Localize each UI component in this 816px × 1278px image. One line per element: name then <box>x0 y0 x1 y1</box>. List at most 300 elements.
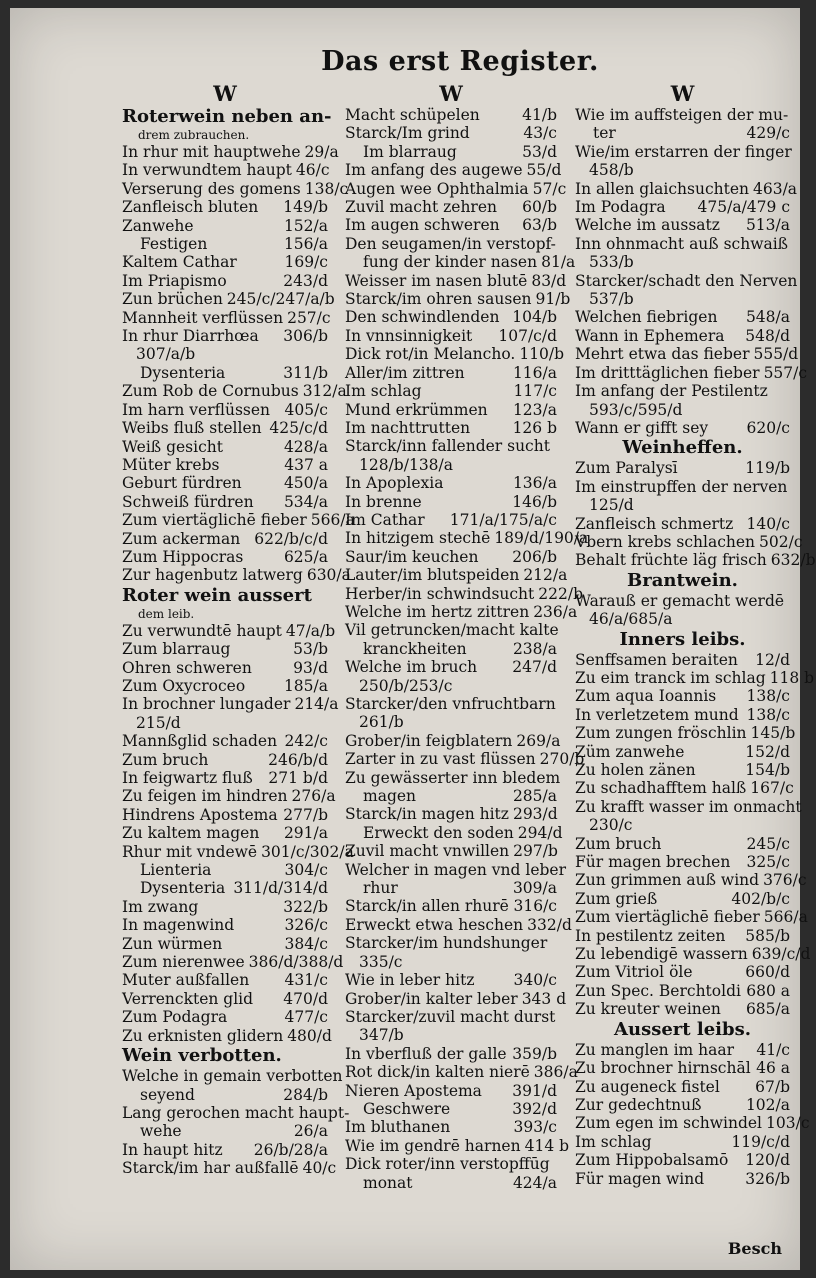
entry-text: Zum Vitriol öle <box>575 963 693 982</box>
register-page <box>10 8 816 1270</box>
index-entry <box>122 769 328 787</box>
entry-text: Zu kaltem magen <box>122 824 260 843</box>
entry-page-ref: 502/c <box>759 532 803 551</box>
entry-page-ref <box>788 235 792 253</box>
index-entry <box>575 1041 790 1059</box>
index-entry <box>122 419 328 437</box>
index-entry <box>345 1155 557 1173</box>
index-entry <box>122 677 328 695</box>
entry-page-ref: 480/d <box>287 1026 332 1045</box>
entry-page-ref: 392/d <box>512 1099 557 1118</box>
entry-text: Zu brochner hirnschāl <box>575 1059 751 1078</box>
entry-page-ref: 386/d/388/d <box>248 953 344 972</box>
entry-text: In brochner lungader <box>122 695 291 714</box>
entry-page-ref: 306/b <box>283 327 328 346</box>
entry-page-ref: 154/b <box>745 761 790 779</box>
entry-page-ref: 104/b <box>512 308 557 327</box>
index-entry <box>122 695 339 714</box>
entry-text: In brenne <box>345 492 422 511</box>
entry-text: Zu manglen im haar <box>575 1040 735 1059</box>
entry-page-ref: 236/a <box>533 602 578 621</box>
index-entry <box>575 871 807 890</box>
entry-text: Den seugamen/in verstopf- <box>345 234 556 253</box>
entry-text: Welche im bruch <box>345 658 478 677</box>
entry-text: Starck/im har außfallē <box>122 1159 299 1178</box>
entry-text: Starcker/im hundshunger <box>345 934 548 953</box>
index-entry <box>575 651 790 669</box>
section-letter: W <box>439 81 463 106</box>
entry-text: Für magen wind <box>575 1169 705 1188</box>
index-entry <box>345 401 557 419</box>
entry-page-ref: 566/a <box>763 908 808 927</box>
entry-page-ref: 107/c/d <box>498 326 557 345</box>
entry-page-ref: 152/a <box>283 216 328 235</box>
index-entry <box>575 551 816 570</box>
index-entry <box>345 658 557 676</box>
entry-text: Starck/inn fallender sucht <box>345 437 550 456</box>
entry-continuation: 347/b <box>359 1026 404 1045</box>
entry-text: Erweckt den soden <box>363 823 514 842</box>
entry-text: Geburt fürdren <box>122 474 242 493</box>
index-entry <box>575 124 790 142</box>
index-entry <box>345 1174 557 1192</box>
entry-page-ref: 557/c <box>763 363 808 382</box>
entry-page-ref: 431/c <box>284 971 328 990</box>
entry-page-ref: 117/c <box>513 382 557 401</box>
entry-page-ref: 40/c <box>302 1159 337 1178</box>
index-entry <box>345 529 589 548</box>
entry-page-ref <box>792 143 796 161</box>
entry-text: Zu erknisten glidern <box>122 1026 284 1045</box>
index-entry <box>345 915 572 934</box>
index-entry <box>345 621 557 639</box>
entry-page-ref <box>553 934 557 952</box>
index-entry <box>575 908 808 927</box>
index-entry <box>345 1100 557 1118</box>
index-entry <box>575 724 796 743</box>
entry-text: Vbern krebs schlachen <box>575 532 756 551</box>
entry-text: In haupt hitz <box>122 1140 223 1159</box>
entry-text: Behalt früchte läg frisch <box>575 551 767 570</box>
index-entry <box>122 898 328 916</box>
catchword: Besch <box>727 1239 782 1258</box>
entry-page-ref: 340/c <box>513 971 557 990</box>
index-entry <box>345 566 568 585</box>
entry-page-ref: 29/a <box>304 143 339 161</box>
index-column-2 <box>345 81 589 1192</box>
entry-text: Starck/im ohren sausen <box>345 290 532 309</box>
entry-text: Dick rot/in Melancho. <box>345 345 516 364</box>
index-entry <box>122 990 328 1008</box>
index-entry <box>575 706 790 724</box>
entry-page-ref: 425/c/d <box>269 419 328 438</box>
entry-page-ref <box>788 106 792 124</box>
section-heading: Brantwein. <box>627 569 738 591</box>
entry-text: Verrenckten glid <box>122 989 254 1008</box>
entry-text: Zu krafft wasser im onmacht <box>575 797 802 816</box>
index-entry <box>345 382 557 400</box>
entry-page-ref: 405/c <box>284 400 328 419</box>
entry-page-ref: 376/c <box>763 871 807 890</box>
entry-page-ref: 311/d/314/d <box>233 879 328 898</box>
index-entry <box>345 1118 557 1136</box>
index-entry <box>122 235 328 253</box>
entry-text: Dysenteria <box>140 363 226 382</box>
entry-text: Augen wee Ophthalmia <box>345 179 529 198</box>
entry-text: Zum bruch <box>575 834 662 853</box>
entry-text: Mehrt etwa das fieber <box>575 345 750 364</box>
entry-text: Im Cathar <box>345 510 425 529</box>
entry-text: In verletzetem mund <box>575 705 739 724</box>
entry-text: Im einstrupffen der nerven <box>575 477 788 496</box>
entry-page-ref <box>787 478 791 496</box>
entry-text: Im harn verflüssen <box>122 400 271 419</box>
entry-text: Zum Rob de Cornubus <box>122 382 299 401</box>
entry-text: Im blarraug <box>363 142 457 161</box>
entry-text: Im schlag <box>575 1132 652 1151</box>
index-entry <box>122 548 328 566</box>
entry-text: Zum aqua Ioannis <box>575 687 717 706</box>
index-entry <box>575 743 790 761</box>
section-letter: W <box>670 81 695 106</box>
entry-page-ref: 145/b <box>750 724 796 743</box>
entry-text: Im bluthanen <box>345 1118 451 1137</box>
index-entry <box>345 768 561 787</box>
index-entry <box>345 308 557 326</box>
entry-text: Senffsamen beraiten <box>575 650 738 669</box>
index-entry <box>345 143 557 161</box>
index-entry <box>122 364 328 382</box>
entry-text: Zuvil macht zehren <box>345 198 497 217</box>
entry-page-ref <box>786 382 790 400</box>
entry-text: In allen glaichsuchten <box>575 179 749 198</box>
index-entry <box>575 308 790 326</box>
entry-text: Im nachttrutten <box>345 418 471 437</box>
entry-continuation: 533/b <box>589 253 634 272</box>
entry-text: Zum ackerman <box>122 529 241 548</box>
entry-page-ref: 116/a <box>512 363 557 382</box>
entry-page-ref: 424/a <box>512 1173 557 1192</box>
index-entry <box>122 530 328 548</box>
index-entry <box>575 345 799 364</box>
entry-page-ref: 246/b/d <box>268 750 328 769</box>
index-entry <box>575 797 802 816</box>
entry-text: Wie im gendrē harnen <box>345 1136 521 1155</box>
entry-text: seyend <box>140 1085 195 1104</box>
index-entry <box>575 1133 790 1151</box>
entry-text: Im Priapismo <box>122 271 227 290</box>
index-entry <box>345 1082 557 1100</box>
entry-text: Lang gerochen macht haupt- <box>122 1103 350 1122</box>
entry-text: Zum blarraug <box>122 640 231 659</box>
index-entry <box>575 835 790 853</box>
entry-text: Aller/im zittren <box>345 363 465 382</box>
entry-text: Zum Podagra <box>122 1008 228 1027</box>
index-entry <box>575 927 790 945</box>
entry-text: Starcker/zuvil macht durst <box>345 1007 556 1026</box>
index-entry <box>122 935 328 953</box>
entry-page-ref: 102/a <box>745 1095 790 1114</box>
entry-page-ref: 110/b <box>519 345 565 364</box>
entry-page-ref: 428/a <box>283 437 328 456</box>
entry-page-ref: 185/a <box>283 676 328 695</box>
entry-continuation: 125/d <box>589 496 634 515</box>
index-entry <box>575 668 815 687</box>
index-entry <box>122 290 335 309</box>
entry-text: Verserung des gomens <box>122 179 301 198</box>
section-subheading: drem zubrauchen. <box>138 128 250 142</box>
index-entry <box>122 1067 343 1086</box>
entry-page-ref: 685/a <box>745 1000 790 1019</box>
entry-page-ref: 171/a/175/a/c <box>449 510 557 529</box>
entry-text: In rhur mit hauptwehe <box>122 143 301 161</box>
index-entry <box>575 592 790 610</box>
entry-page-ref: 43/c <box>523 124 557 143</box>
entry-page-ref: 119/b <box>745 459 790 478</box>
entry-page-ref: 632/b <box>770 551 816 570</box>
entry-text: Zu schadhafftem halß <box>575 779 747 798</box>
entry-text: Zum bruch <box>122 750 209 769</box>
index-entry <box>345 750 585 769</box>
entry-text: In Apoplexia <box>345 474 444 493</box>
entry-text: Zum egen im schwindel <box>575 1114 763 1133</box>
entry-page-ref <box>802 798 806 816</box>
entry-page-ref: 393/c <box>513 1118 557 1137</box>
index-entry <box>345 548 557 566</box>
entry-text: Welchen fiebrigen <box>575 308 718 327</box>
entry-page-ref: 238/a <box>512 639 557 658</box>
entry-text: fung der kinder nasen <box>363 253 538 272</box>
section-subheading: dem leib. <box>138 606 195 621</box>
entry-text: Züm zanwehe <box>575 742 685 761</box>
entry-page-ref: 118 b <box>769 668 815 687</box>
index-entry <box>575 890 790 908</box>
entry-text: Geschwere <box>363 1099 451 1118</box>
index-entry <box>575 1059 790 1077</box>
entry-page-ref: 103/c <box>766 1114 810 1133</box>
entry-text: Welcher in magen vnd leber <box>345 860 567 879</box>
entry-page-ref: 585/b <box>745 926 790 945</box>
entry-page-ref: 343 d <box>521 989 567 1008</box>
entry-text: Zun grimmen auß wind <box>575 871 760 890</box>
index-entry <box>122 879 328 897</box>
entry-page-ref: 212/a <box>523 566 568 585</box>
entry-page-ref: 450/a <box>283 474 328 493</box>
entry-page-ref <box>553 1155 557 1173</box>
entry-text: Zum viertäglichē fieber <box>575 908 760 927</box>
entry-text: Wie in leber hitz <box>345 971 475 990</box>
entry-page-ref: 470/d <box>283 989 328 1008</box>
entry-page-ref: 67/b <box>755 1077 790 1096</box>
entry-page-ref: 41/b <box>522 106 557 124</box>
entry-page-ref: 414 b <box>524 1136 570 1155</box>
entry-continuation: 46/a/685/a <box>589 610 673 629</box>
entry-text: Zur hagenbutz latwerg <box>122 566 303 585</box>
entry-text: Zuvil macht vnwillen <box>345 842 510 861</box>
index-entry <box>575 853 790 871</box>
entry-text: Im zwang <box>122 897 199 916</box>
entry-page-ref: 620/c <box>746 418 790 437</box>
entry-text: Zum Hippobalsamō <box>575 1151 729 1170</box>
entry-page-ref: 206/b <box>512 547 557 566</box>
index-entry <box>575 779 794 798</box>
entry-page-ref <box>553 437 557 455</box>
entry-text: In vnnsinnigkeit <box>345 326 473 345</box>
entry-text: Grober/in feigblatern <box>345 731 513 750</box>
entry-continuation: 128/b/138/a <box>359 455 453 474</box>
entry-page-ref <box>560 769 564 787</box>
index-entry <box>345 345 565 364</box>
index-entry <box>575 459 790 477</box>
index-column-3 <box>575 81 816 1188</box>
section-heading: Roter wein aussert <box>122 584 312 606</box>
entry-text: Dysenteria <box>140 879 226 898</box>
entry-page-ref: 294/d <box>517 823 563 842</box>
entry-text: Zun würmen <box>122 934 223 953</box>
entry-text: Weiß gesicht <box>122 437 223 456</box>
entry-text: Dick roter/inn verstopffūg <box>345 1155 550 1174</box>
index-entry <box>122 456 328 474</box>
index-entry <box>122 161 328 179</box>
index-entry <box>122 198 328 216</box>
index-entry <box>122 659 328 677</box>
entry-text: Weisser im nasen blutē <box>345 271 528 290</box>
entry-text: kranckheiten <box>363 639 467 658</box>
index-entry <box>575 235 790 253</box>
index-column-1 <box>122 81 355 1178</box>
entry-page-ref: 26/b/28/a <box>253 1140 328 1159</box>
entry-text: Zur gedechtnuß <box>575 1095 702 1114</box>
index-entry <box>345 327 557 345</box>
index-entry <box>122 1159 337 1178</box>
entry-text: Starck/in allen rhurē <box>345 897 509 916</box>
entry-text: Im Podagra <box>575 198 666 217</box>
entry-text: Starcker/den vnfruchtbarn <box>345 695 556 713</box>
index-entry <box>345 823 563 842</box>
index-entry <box>345 1063 578 1082</box>
index-entry <box>345 179 567 198</box>
index-entry <box>345 290 571 309</box>
entry-page-ref: 247/d <box>512 658 557 677</box>
entry-text: Wie/im erstarren der finger <box>575 142 792 161</box>
entry-page-ref: 46 a <box>756 1059 790 1078</box>
index-entry <box>575 1078 790 1096</box>
entry-page-ref: 322/b <box>283 897 328 916</box>
index-entry <box>122 401 328 419</box>
index-entry <box>575 1170 790 1188</box>
index-entry <box>345 271 567 290</box>
index-entry <box>575 198 790 216</box>
index-entry <box>575 1000 790 1018</box>
entry-text: Zun brüchen <box>122 290 223 309</box>
entry-page-ref: 391/d <box>512 1081 557 1100</box>
entry-text: Zanwehe <box>122 216 194 235</box>
index-entry <box>345 695 557 713</box>
index-entry <box>345 198 557 216</box>
index-entry <box>122 511 355 530</box>
entry-page-ref: 167/c <box>750 779 794 798</box>
entry-page-ref: 332/d <box>527 915 572 934</box>
index-entry <box>345 584 584 603</box>
entry-text: Im anfang der Pestilentz <box>575 382 768 401</box>
entry-page-ref <box>786 592 790 610</box>
index-entry <box>122 806 328 824</box>
entry-page-ref <box>556 695 560 713</box>
index-entry <box>122 382 347 401</box>
entry-continuation: 458/b <box>589 161 634 180</box>
entry-page-ref: 257/c <box>287 308 331 327</box>
entry-text: Zu augeneck fistel <box>575 1077 720 1096</box>
entry-page-ref: 138/c <box>746 687 790 706</box>
index-entry <box>345 934 557 952</box>
entry-page-ref: 245/c/247/a/b <box>226 290 335 309</box>
entry-page-ref: 123/a <box>512 400 557 419</box>
entry-page-ref: 293/d <box>512 805 558 824</box>
entry-continuation: 307/a/b <box>136 345 196 364</box>
entry-continuation: 335/c <box>359 952 403 971</box>
entry-page-ref: 316/c <box>513 897 557 916</box>
entry-page-ref: 138/c <box>304 179 349 198</box>
entry-page-ref: 46/c <box>295 161 330 180</box>
entry-page-ref: 214/a <box>294 695 339 714</box>
index-entry <box>575 1096 790 1114</box>
index-entry <box>575 761 790 779</box>
section-heading: Wein verbotten. <box>122 1045 282 1067</box>
entry-page-ref: 93/d <box>293 658 328 677</box>
entry-page-ref: 625/a <box>283 547 328 566</box>
index-entry <box>345 364 557 382</box>
entry-page-ref: 555/d <box>753 345 799 364</box>
index-entry <box>122 438 328 456</box>
entry-text: Wann in Ephemera <box>575 326 725 345</box>
index-entry <box>345 124 557 142</box>
entry-text: Zanfleisch schmertz <box>575 514 734 533</box>
entry-text: Zu eim tranck im schlag <box>575 668 766 687</box>
entry-page-ref: 534/a <box>283 492 328 511</box>
index-entry <box>122 842 354 861</box>
entry-text: Zu kreuter weinen <box>575 1000 721 1019</box>
entry-page-ref: 55/d <box>526 161 562 180</box>
entry-page-ref: 12/d <box>755 650 790 669</box>
index-entry <box>345 897 557 915</box>
entry-text: Festigen <box>140 235 208 254</box>
entry-text: Zu gewässerter inn bledem <box>345 768 561 787</box>
entry-text: Zum nierenwee <box>122 953 245 972</box>
entry-text: Hindrens Apostema <box>122 805 278 824</box>
entry-text: Zum zungen fröschlin <box>575 724 747 743</box>
index-entry <box>122 916 328 934</box>
entry-text: Weibs fluß stellen <box>122 419 262 438</box>
index-entry <box>345 989 567 1008</box>
index-entry <box>575 478 790 496</box>
entry-text: Muter außfallen <box>122 971 250 990</box>
index-entry <box>122 953 344 972</box>
index-entry <box>122 1103 350 1122</box>
entry-text: In magenwind <box>122 916 235 935</box>
index-entry <box>575 532 803 551</box>
index-entry <box>345 161 562 180</box>
index-entry <box>122 493 328 511</box>
section-heading: Inners leibs. <box>619 628 746 650</box>
entry-page-ref: 463/a <box>753 179 798 198</box>
entry-continuation: 537/b <box>589 290 634 309</box>
entry-text: Zu lebendigē wassern <box>575 945 748 964</box>
entry-page-ref: 126 b <box>512 418 557 437</box>
index-entry <box>345 235 557 253</box>
index-entry <box>345 474 557 492</box>
entry-page-ref: 169/c <box>284 253 328 272</box>
entry-page-ref: 639/c/d <box>751 945 811 964</box>
